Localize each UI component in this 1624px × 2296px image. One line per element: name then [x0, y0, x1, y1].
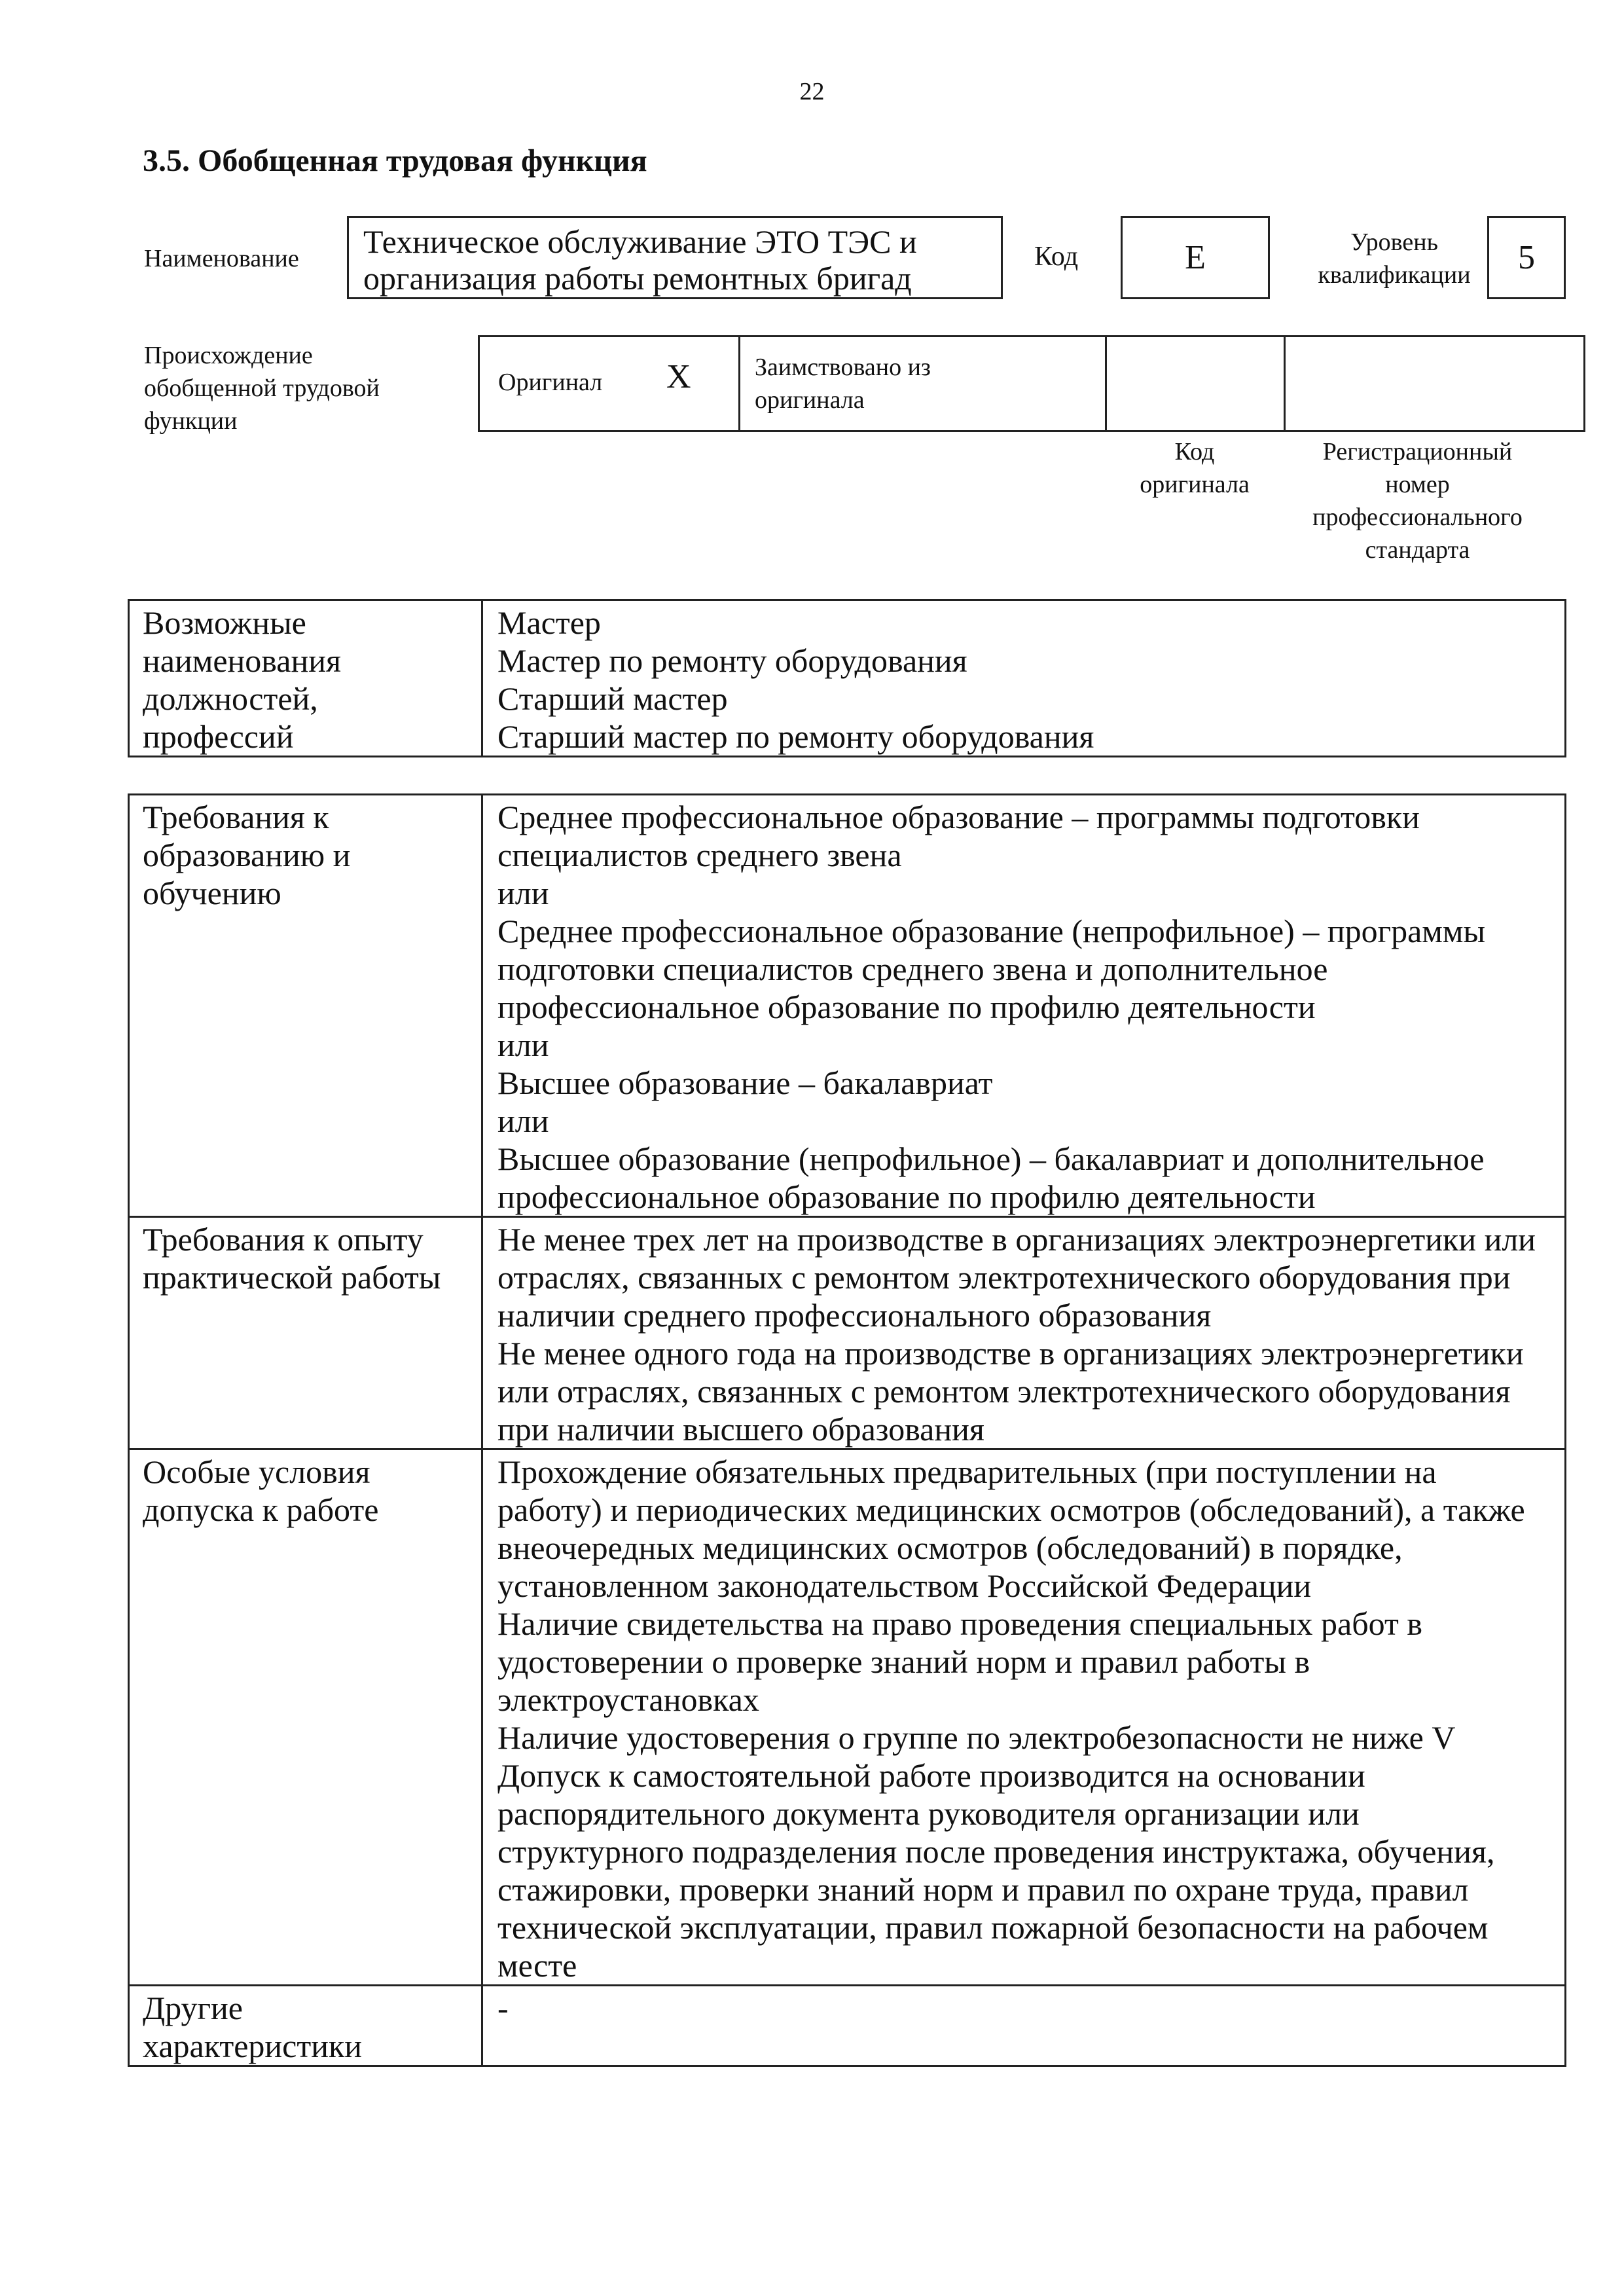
other-characteristics-label: Другие характеристики — [129, 1986, 482, 2066]
positions-table — [128, 599, 1566, 757]
code-label: Код — [1034, 242, 1079, 272]
positions-value: Мастер Мастер по ремонту оборудования Старший мастер Старший мастер по ремонту оборудования — [482, 600, 1566, 757]
origin-label: Происхождение обобщенной трудовой функции — [144, 342, 380, 435]
table-row — [129, 1449, 1566, 1986]
original-code-caption: Код оригинала — [1140, 438, 1250, 498]
positions-label: Возможные наименования должностей, профессий — [129, 600, 482, 757]
table-row — [129, 795, 1566, 1217]
original-mark: X — [666, 358, 691, 395]
registration-number-cell — [1285, 337, 1585, 431]
table-row — [129, 1986, 1566, 2066]
origin-table — [478, 335, 1585, 432]
admission-conditions-label: Особые условия допуска к работе — [129, 1449, 482, 1986]
qualification-level-box: 5 — [1487, 216, 1566, 299]
education-requirements-value: Среднее профессиональное образование – программы подготовки специалистов среднего звена или Среднее профессиональное образование (непрофильное) – программы подготовки специалистов среднего звена и дополнительное профессиональное образование по профилю деятельности или Высшее образование – бакалавриат или Высшее образование (непрофильное) – бакалавриат и дополнительное профессиональное образование по профилю деятельности — [482, 795, 1566, 1217]
borrowed-cell: Заимствовано из оригинала — [740, 337, 1106, 431]
table-row — [129, 600, 1566, 757]
experience-requirements-label: Требования к опыту практической работы — [129, 1217, 482, 1449]
code-value-box: E — [1121, 216, 1270, 299]
experience-requirements-value: Не менее трех лет на производстве в организациях электроэнергетики или отраслях, связанных с ремонтом электротехнического оборудования при наличии среднего профессионального образования Не менее одного года на производстве в организациях электроэнергетики или отраслях, связанных с ремонтом электротехнического оборудования при наличии высшего образования — [482, 1217, 1566, 1449]
original-label: Оригинал — [498, 369, 603, 396]
table-row — [129, 1217, 1566, 1449]
original-cell — [479, 337, 740, 431]
requirements-table — [128, 793, 1566, 2067]
name-value-box: Техническое обслуживание ЭТО ТЭС и организация работы ремонтных бригад — [347, 216, 1003, 299]
qualification-level-label: Уровень квалификации — [1318, 228, 1471, 289]
other-characteristics-value: - — [482, 1986, 1566, 2066]
section-title: 3.5. Обобщенная трудовая функция — [143, 143, 647, 178]
original-code-cell — [1106, 337, 1285, 431]
education-requirements-label: Требования к образованию и обучению — [129, 795, 482, 1217]
registration-number-caption: Регистрационный номер профессионального стандарта — [1312, 438, 1523, 564]
name-label: Наименование — [144, 245, 299, 272]
page-number: 22 — [799, 78, 825, 105]
admission-conditions-value: Прохождение обязательных предварительных (при поступлении на работу) и периодических медицинских осмотров (обследований), а также внеочередных медицинских осмотров (обследований) в порядке, установленном законодательством Российской Федерации Наличие свидетельства на право проведения специальных работ в удостоверении о проверке знаний норм и правил работы в электроустановках Наличие удостоверения о группе по электробезопасности не ниже V Допуск к самостоятельной работе производится на основании распорядительного документа руководителя организации или структурного подразделения после проведения инструктажа, обучения, стажировки, проверки знаний норм и правил по охране труда, правил технической эксплуатации, правил пожарной безопасности на рабочем месте — [482, 1449, 1566, 1986]
